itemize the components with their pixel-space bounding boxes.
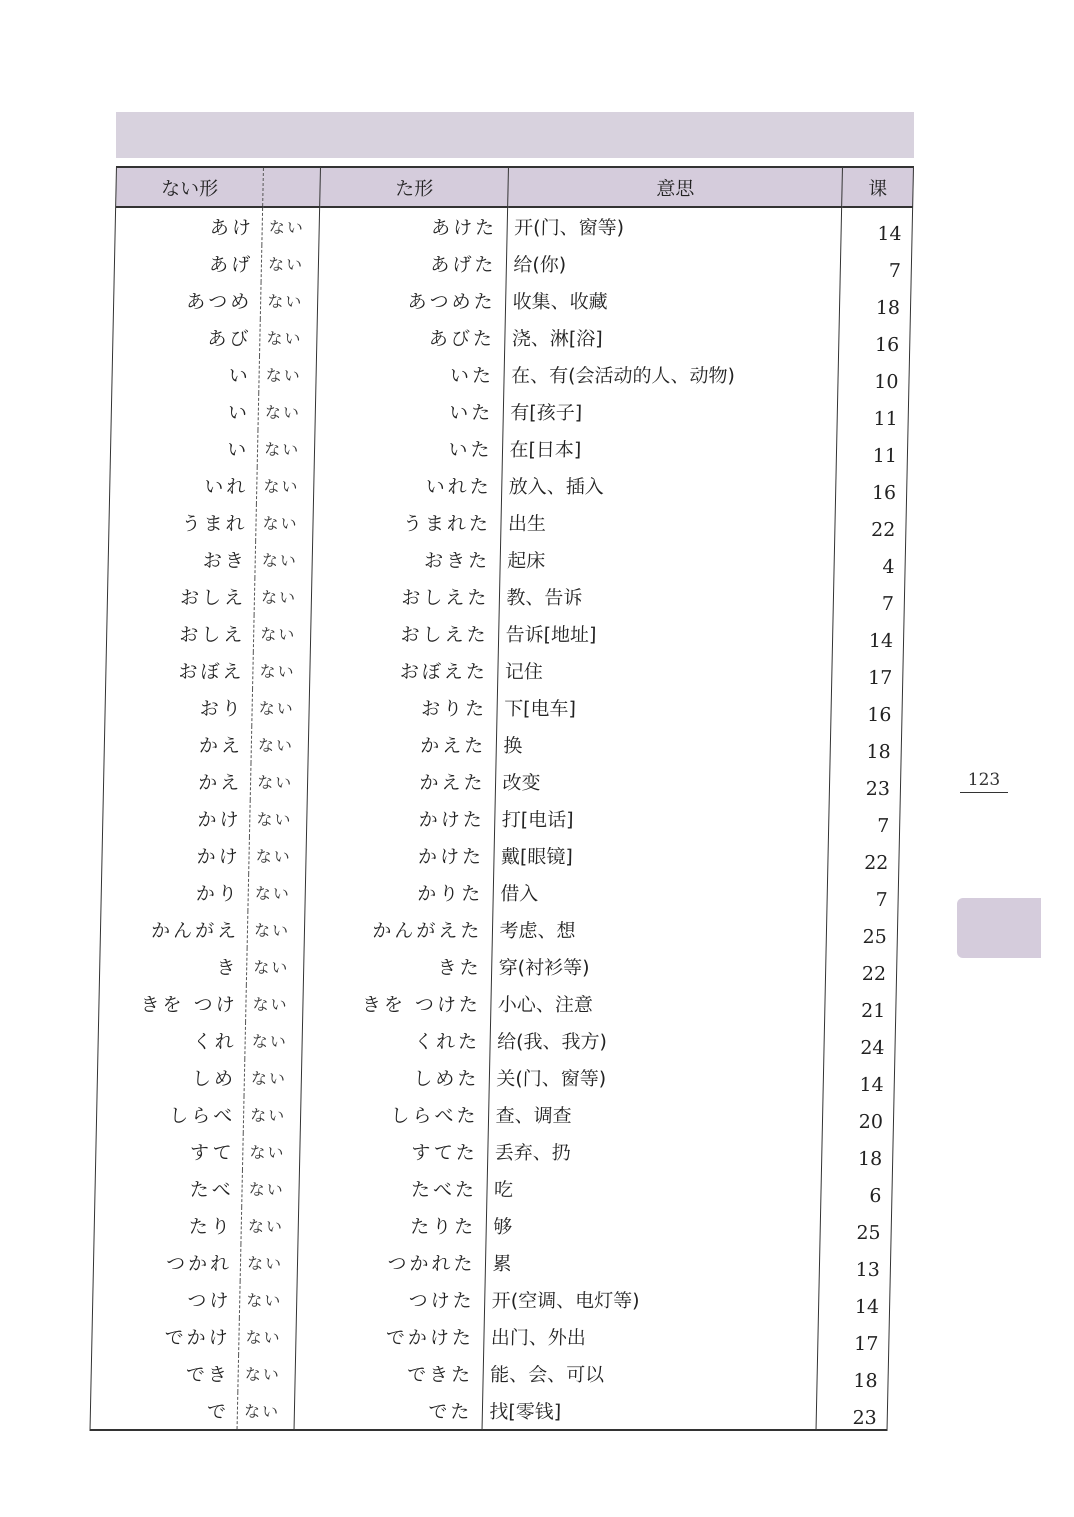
nai-stem: おしえ <box>107 578 255 615</box>
ta-form: きた <box>303 948 492 985</box>
table-row <box>98 1022 896 1059</box>
meaning: 戴[眼镜] <box>494 837 829 874</box>
lesson-number: 22 <box>828 837 899 874</box>
ta-form: あげた <box>318 245 507 282</box>
table-row <box>112 356 910 393</box>
nai-suffix: ない <box>245 1022 303 1059</box>
page-number: 123 <box>960 770 1008 793</box>
nai-suffix: ない <box>240 1244 298 1281</box>
meaning: 在、有(会活动的人、动物) <box>504 356 839 393</box>
nai-suffix: ない <box>260 282 318 319</box>
table-row <box>95 1133 893 1170</box>
nai-suffix: ない <box>238 1355 296 1392</box>
nai-suffix: ない <box>240 1281 298 1318</box>
table-row <box>114 245 912 282</box>
nai-suffix: ない <box>260 319 318 356</box>
table-row <box>101 874 899 911</box>
ta-form: つけた <box>296 1281 485 1318</box>
ta-form: くれた <box>302 1022 491 1059</box>
nai-stem: い <box>112 356 260 393</box>
table-row <box>115 207 913 245</box>
nai-stem: い <box>110 430 258 467</box>
lesson-number: 18 <box>830 726 901 763</box>
meaning: 收集、收藏 <box>506 282 841 319</box>
nai-stem: あけ <box>115 207 263 245</box>
lesson-number: 25 <box>826 911 897 948</box>
ta-form: かりた <box>305 874 494 911</box>
nai-suffix: ない <box>244 1059 302 1096</box>
meaning: 打[电话] <box>495 800 830 837</box>
nai-stem: おり <box>105 689 253 726</box>
ta-form: かんがえた <box>304 911 493 948</box>
meaning: 有[孩子] <box>503 393 838 430</box>
meaning: 找[零钱] <box>482 1392 817 1430</box>
nai-stem: くれ <box>98 1022 246 1059</box>
nai-stem: あび <box>113 319 261 356</box>
ta-form: たべた <box>299 1170 488 1207</box>
meaning: 关(门、窗等) <box>489 1059 824 1096</box>
lesson-number: 23 <box>816 1392 887 1430</box>
meaning: 开(空调、电灯等) <box>485 1281 820 1318</box>
table-row <box>106 652 904 689</box>
table-row <box>100 911 898 948</box>
nai-stem: すて <box>95 1133 243 1170</box>
nai-suffix: ない <box>250 763 308 800</box>
lesson-number: 17 <box>818 1318 889 1355</box>
nai-suffix: ない <box>241 1207 299 1244</box>
ta-form: おしえた <box>311 578 500 615</box>
header-ta-form: た形 <box>320 167 509 207</box>
table-row <box>107 578 905 615</box>
nai-suffix: ない <box>243 1096 301 1133</box>
ta-form: すてた <box>299 1133 488 1170</box>
nai-stem: おき <box>108 541 256 578</box>
nai-suffix: ない <box>242 1170 300 1207</box>
table-row <box>105 689 903 726</box>
meaning: 给(你) <box>507 245 842 282</box>
nai-suffix: ない <box>237 1392 295 1430</box>
table-row <box>96 1096 894 1133</box>
nai-suffix: ない <box>262 207 320 245</box>
table-row <box>102 800 900 837</box>
ta-form: あけた <box>319 207 508 245</box>
meaning: 借入 <box>493 874 828 911</box>
chapter-tab <box>957 898 1041 958</box>
ta-form: うまれた <box>313 504 502 541</box>
nai-stem: つけ <box>92 1281 240 1318</box>
lesson-number: 16 <box>836 467 907 504</box>
lesson-number: 23 <box>830 763 901 800</box>
meaning: 放入、插入 <box>502 467 837 504</box>
ta-form: しらべた <box>300 1096 489 1133</box>
ta-form: かえた <box>308 726 497 763</box>
ta-form: おしえた <box>310 615 499 652</box>
nai-stem: おしえ <box>106 615 254 652</box>
nai-suffix: ない <box>246 985 304 1022</box>
meaning: 累 <box>486 1244 821 1281</box>
header-meaning: 意思 <box>508 167 843 207</box>
ta-form: でた <box>294 1392 483 1430</box>
vocabulary-table <box>90 166 914 1431</box>
nai-suffix: ない <box>257 467 315 504</box>
table-row <box>95 1170 893 1207</box>
meaning: 开(门、窗等) <box>507 207 842 245</box>
nai-stem: きを つけ <box>99 985 247 1022</box>
table-row <box>109 504 907 541</box>
lesson-number: 17 <box>832 652 903 689</box>
ta-form: おりた <box>309 689 498 726</box>
table-row <box>103 763 901 800</box>
table-row <box>91 1355 889 1392</box>
meaning: 给(我、我方) <box>490 1022 825 1059</box>
table-row <box>92 1281 890 1318</box>
nai-suffix: ない <box>258 393 316 430</box>
ta-form: つかれた <box>297 1244 486 1281</box>
table-row <box>110 430 908 467</box>
lesson-number: 24 <box>824 1022 895 1059</box>
lesson-number: 16 <box>839 319 910 356</box>
meaning: 丢弃、扔 <box>488 1133 823 1170</box>
lesson-number: 22 <box>826 948 897 985</box>
lesson-number: 7 <box>833 578 904 615</box>
table-row <box>106 615 904 652</box>
nai-suffix: ない <box>243 1133 301 1170</box>
lesson-number: 21 <box>825 985 896 1022</box>
ta-form: いた <box>314 430 503 467</box>
nai-suffix: ない <box>247 948 305 985</box>
nai-stem: うまれ <box>109 504 257 541</box>
meaning: 改变 <box>496 763 831 800</box>
meaning: 记住 <box>498 652 833 689</box>
ta-form: たりた <box>298 1207 487 1244</box>
nai-suffix: ない <box>251 726 309 763</box>
lesson-number: 4 <box>834 541 905 578</box>
nai-stem: でき <box>91 1355 239 1392</box>
meaning: 出门、外出 <box>484 1318 819 1355</box>
meaning: 出生 <box>501 504 836 541</box>
nai-stem: い <box>111 393 259 430</box>
table-row <box>113 319 911 356</box>
ta-form: かえた <box>307 763 496 800</box>
meaning: 穿(衬衫等) <box>492 948 827 985</box>
nai-stem: しらべ <box>96 1096 244 1133</box>
ta-form: きを つけた <box>303 985 492 1022</box>
table-row <box>113 282 911 319</box>
nai-stem: あつめ <box>113 282 261 319</box>
nai-suffix: ない <box>261 245 319 282</box>
header-band <box>116 112 914 158</box>
lesson-number: 14 <box>841 207 912 245</box>
table-header-row <box>116 167 914 207</box>
nai-suffix: ない <box>254 578 312 615</box>
meaning: 换 <box>496 726 831 763</box>
nai-suffix: ない <box>253 615 311 652</box>
lesson-number: 25 <box>820 1207 891 1244</box>
ta-form: しめた <box>301 1059 490 1096</box>
table-row <box>102 837 900 874</box>
table-row <box>99 948 897 985</box>
meaning: 在[日本] <box>503 430 838 467</box>
table-row <box>104 726 902 763</box>
nai-suffix: ない <box>253 652 311 689</box>
meaning: 够 <box>486 1207 821 1244</box>
lesson-number: 20 <box>823 1096 894 1133</box>
nai-stem: かけ <box>102 800 250 837</box>
lesson-number: 16 <box>831 689 902 726</box>
ta-form: あびた <box>317 319 506 356</box>
nai-suffix: ない <box>248 874 306 911</box>
ta-form: いた <box>315 393 504 430</box>
nai-stem: たべ <box>95 1170 243 1207</box>
table-row <box>94 1207 892 1244</box>
meaning: 浇、淋[浴] <box>505 319 840 356</box>
nai-stem: で <box>90 1392 238 1430</box>
nai-stem: つかれ <box>93 1244 241 1281</box>
nai-suffix: ない <box>249 837 307 874</box>
table-body <box>90 207 913 1430</box>
nai-stem: しめ <box>97 1059 245 1096</box>
nai-suffix: ない <box>257 430 315 467</box>
lesson-number: 14 <box>833 615 904 652</box>
nai-suffix: ない <box>250 800 308 837</box>
nai-stem: でかけ <box>92 1318 240 1355</box>
nai-stem: かんがえ <box>100 911 248 948</box>
nai-stem: き <box>99 948 247 985</box>
header-lesson: 课 <box>842 167 913 207</box>
nai-suffix: ない <box>252 689 310 726</box>
meaning: 告诉[地址] <box>499 615 834 652</box>
meaning: 教、告诉 <box>500 578 835 615</box>
nai-stem: おぼえ <box>106 652 254 689</box>
nai-suffix: ない <box>255 541 313 578</box>
table-row <box>109 467 907 504</box>
meaning: 能、会、可以 <box>483 1355 818 1392</box>
nai-stem: かえ <box>103 763 251 800</box>
ta-form: でかけた <box>296 1318 485 1355</box>
meaning: 小心、注意 <box>491 985 826 1022</box>
lesson-number: 18 <box>822 1133 893 1170</box>
lesson-number: 7 <box>827 874 898 911</box>
table-row <box>92 1318 890 1355</box>
nai-suffix: ない <box>239 1318 297 1355</box>
meaning: 起床 <box>500 541 835 578</box>
ta-form: いた <box>316 356 505 393</box>
header-nai-form: ない形 <box>116 167 264 207</box>
lesson-number: 18 <box>817 1355 888 1392</box>
ta-form: あつめた <box>317 282 506 319</box>
table-row <box>111 393 909 430</box>
nai-stem: かり <box>101 874 249 911</box>
lesson-number: 6 <box>821 1170 892 1207</box>
lesson-number: 14 <box>819 1281 890 1318</box>
lesson-number: 13 <box>820 1244 891 1281</box>
nai-stem: いれ <box>109 467 257 504</box>
ta-form: かけた <box>306 800 495 837</box>
lesson-number: 18 <box>840 282 911 319</box>
table-row <box>99 985 897 1022</box>
meaning: 考虑、想 <box>493 911 828 948</box>
table-row <box>90 1392 888 1430</box>
ta-form: いれた <box>313 467 502 504</box>
lesson-number: 7 <box>829 800 900 837</box>
ta-form: できた <box>295 1355 484 1392</box>
ta-form: おぼえた <box>310 652 499 689</box>
nai-suffix: ない <box>256 504 314 541</box>
nai-stem: あげ <box>114 245 262 282</box>
table-row <box>93 1244 891 1281</box>
nai-stem: かえ <box>104 726 252 763</box>
nai-suffix: ない <box>259 356 317 393</box>
lesson-number: 14 <box>823 1059 894 1096</box>
ta-form: おきた <box>312 541 501 578</box>
nai-suffix: ない <box>247 911 305 948</box>
nai-stem: たり <box>94 1207 242 1244</box>
ta-form: かけた <box>306 837 495 874</box>
lesson-number: 22 <box>835 504 906 541</box>
meaning: 查、调查 <box>489 1096 824 1133</box>
meaning: 下[电车] <box>497 689 832 726</box>
lesson-number: 11 <box>837 393 908 430</box>
header-nai-suffix <box>263 167 321 207</box>
table-row <box>108 541 906 578</box>
lesson-number: 11 <box>837 430 908 467</box>
table-row <box>97 1059 895 1096</box>
meaning: 吃 <box>487 1170 822 1207</box>
nai-stem: かけ <box>102 837 250 874</box>
lesson-number: 7 <box>840 245 911 282</box>
lesson-number: 10 <box>838 356 909 393</box>
